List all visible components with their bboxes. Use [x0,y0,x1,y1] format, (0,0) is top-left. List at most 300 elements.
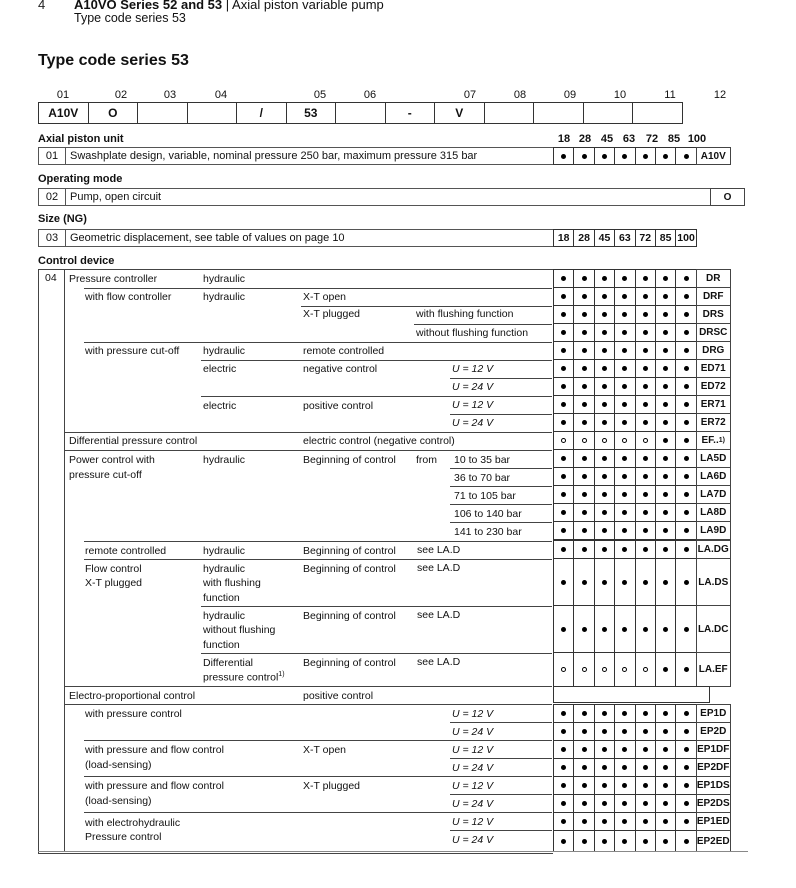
mark-cell [573,323,594,342]
available-dot-icon [561,294,566,299]
voltage-label: U = 24 V [452,798,494,810]
divider [450,722,552,723]
available-dot-icon [602,474,607,479]
available-dot-icon [643,294,648,299]
available-dot-icon [663,580,668,585]
mark-cell [675,449,696,468]
row-03 [38,229,554,247]
available-dot-icon [561,819,566,824]
empty-row [553,686,710,703]
available-dot-icon [561,492,566,497]
available-dot-icon [582,420,587,425]
mark-cell [594,431,615,450]
available-dot-icon [622,456,627,461]
available-dot-icon [622,366,627,371]
voltage-label: U = 24 V [452,834,494,846]
size-value: 45 [594,229,615,247]
available-dot-icon [684,783,689,788]
available-dot-icon [643,711,648,716]
mark-cell [655,704,676,723]
mark-cell [675,722,696,741]
mark-cell [594,652,615,687]
mark-cell [573,395,594,414]
available-dot-icon [602,384,607,389]
mark-cell [553,323,574,342]
on-request-circle-icon [622,667,627,672]
size-label: 45 [600,133,614,145]
available-dot-icon [684,801,689,806]
available-dot-icon [561,801,566,806]
available-dot-icon [663,294,668,299]
available-dot-icon [561,312,566,317]
mark-cell [655,605,676,653]
order-code: EP2ED [696,830,731,852]
mark-cell [675,521,696,540]
available-dot-icon [643,729,648,734]
available-dot-icon [663,330,668,335]
mark-cell [553,467,574,486]
mark-cell [635,758,656,777]
available-dot-icon [602,627,607,632]
mark-cell [614,449,635,468]
matrix-row [553,521,731,539]
pressure-range: 36 to 70 bar [454,472,511,484]
available-dot-icon [684,580,689,585]
matrix-row [553,287,731,305]
available-dot-icon [663,402,668,407]
row-02 [38,188,711,206]
label: X-T open [303,291,346,303]
divider [64,450,552,451]
available-dot-icon [643,366,648,371]
matrix-row [553,413,731,431]
mark-cell [635,830,656,852]
label: Flow control [85,563,142,575]
mark-cell [675,776,696,795]
mark-cell [594,605,615,653]
order-code: ER71 [696,395,731,414]
matrix-row [553,395,731,413]
type-code-cell [534,103,584,123]
available-dot-icon [663,348,668,353]
mark-cell [573,794,594,813]
available-dot-icon [582,801,587,806]
available-dot-icon [561,747,566,752]
mark-cell [553,377,574,396]
mark-cell [573,812,594,831]
mark-cell [635,652,656,687]
mark-cell [614,431,635,450]
available-dot-icon [663,312,668,317]
type-code-cell [336,103,386,123]
mark-cell [614,341,635,360]
mark-cell [594,485,615,504]
mark-cell [553,794,574,813]
available-dot-icon [663,711,668,716]
mark-cell [675,377,696,396]
available-dot-icon [561,330,566,335]
available-dot-icon [663,729,668,734]
available-dot-icon [622,747,627,752]
matrix-row [553,758,731,776]
label: function [203,592,240,604]
mark-cell [573,147,594,165]
available-dot-icon [561,627,566,632]
mark-cell [614,776,635,795]
label: see LA.D [417,609,461,621]
available-dot-icon [643,819,648,824]
doc-title-rest: | Axial piston variable pump [222,0,384,12]
matrix-row [553,776,731,794]
available-dot-icon [622,294,627,299]
type-code-cell: V [435,103,485,123]
label: hydraulic [203,273,246,285]
available-dot-icon [684,528,689,533]
mark-cell [614,413,635,432]
available-dot-icon [582,330,587,335]
available-dot-icon [561,783,566,788]
order-code: LA9D [696,521,731,540]
label: Electro-proportional control [69,690,196,702]
available-dot-icon [602,456,607,461]
available-dot-icon [684,711,689,716]
available-dot-icon [663,765,668,770]
available-dot-icon [643,801,648,806]
label: X-T plugged [85,577,143,589]
available-dot-icon [602,765,607,770]
voltage-label: U = 24 V [452,381,494,393]
available-dot-icon [663,801,668,806]
available-dot-icon [663,819,668,824]
label-text: pressure control [203,671,279,684]
mark-cell [573,652,594,687]
divider [450,794,552,795]
divider [450,468,552,469]
available-dot-icon [602,528,607,533]
mark-cell [594,305,615,324]
page-number: 4 [38,0,46,12]
mark-cell [675,359,696,378]
available-dot-icon [684,294,689,299]
pos-label: 03 [163,89,177,101]
mark-cell [655,147,676,165]
type-code-cell: / [237,103,287,123]
type-code-cell [138,103,188,123]
divider [450,758,552,759]
mark-cell [614,812,635,831]
mark-cell [655,794,676,813]
row-number: 02 [39,189,66,205]
divider [84,740,552,741]
divider [450,522,552,523]
footnote-marker: 1) [278,671,285,678]
label: remote controlled [303,345,385,357]
available-dot-icon [582,402,587,407]
available-dot-icon [684,330,689,335]
order-code: ED72 [696,377,731,396]
mark-cell [594,395,615,414]
mark-cell [553,540,574,559]
pos-label: 02 [114,89,128,101]
mark-cell [553,521,574,540]
mark-cell [675,794,696,813]
label: (load-sensing) [85,759,152,771]
size-value: 85 [655,229,676,247]
available-dot-icon [561,839,566,844]
available-dot-icon [684,547,689,552]
available-dot-icon [684,402,689,407]
order-code: EP1ED [696,812,731,831]
label [203,671,285,684]
mark-cell [553,341,574,360]
mark-cell [655,722,676,741]
available-dot-icon [622,729,627,734]
available-dot-icon [643,420,648,425]
label: pressure cut-off [69,469,142,481]
pos-label: 08 [513,89,527,101]
divider [64,432,552,433]
mark-cell [655,740,676,759]
order-code: EP1D [696,704,731,723]
mark-cell [553,485,574,504]
mark-cell [594,794,615,813]
pos-label: 11 [664,89,676,101]
mark-cell [655,341,676,360]
available-dot-icon [561,729,566,734]
mark-cell [614,503,635,522]
mark-cell [675,287,696,306]
voltage-label: U = 24 V [452,726,494,738]
available-dot-icon [602,801,607,806]
available-dot-icon [602,547,607,552]
mark-cell [573,722,594,741]
divider [84,288,552,289]
pressure-range: 106 to 140 bar [454,508,522,520]
mark-cell [573,341,594,360]
pos-label: 09 [563,89,577,101]
pos-label: 06 [363,89,377,101]
available-dot-icon [582,819,587,824]
matrix-row [553,341,731,359]
matrix-row [553,652,731,686]
mark-cell [573,776,594,795]
available-dot-icon [622,839,627,844]
available-dot-icon [643,330,648,335]
row-text: Geometric displacement, see table of values on page 10 [70,232,345,244]
available-dot-icon [684,474,689,479]
mark-cell [655,503,676,522]
order-code: DRF [696,287,731,306]
matrix-row [553,269,731,287]
available-dot-icon [582,528,587,533]
available-dot-icon [643,528,648,533]
available-dot-icon [622,801,627,806]
matrix-row [553,377,731,395]
label: X-T plugged [303,780,361,792]
label: see LA.D [417,656,461,668]
mark-cell [553,359,574,378]
mark-cell [635,305,656,324]
mark-cell [594,776,615,795]
available-dot-icon [602,839,607,844]
type-code-cell [633,103,683,123]
on-request-circle-icon [582,667,587,672]
order-code: ER72 [696,413,731,432]
mark-cell [553,652,574,687]
mark-cell [675,341,696,360]
available-dot-icon [622,276,627,281]
label: remote controlled [85,545,167,557]
available-dot-icon [622,384,627,389]
mark-cell [553,558,574,606]
available-dot-icon [684,765,689,770]
available-dot-icon [561,348,566,353]
mark-cell [594,413,615,432]
section-title-operating: Operating mode [38,173,123,185]
mark-cell [675,485,696,504]
mark-cell [635,540,656,559]
available-dot-icon [582,294,587,299]
order-code: DR [696,269,731,288]
type-code-cell [188,103,238,123]
label: negative control [303,363,378,375]
mark-cell [594,341,615,360]
available-dot-icon [582,729,587,734]
mark-cell [573,605,594,653]
label: hydraulic [203,345,246,357]
available-dot-icon [561,765,566,770]
size-label: 63 [622,133,636,145]
label: X-T plugged [303,308,361,320]
label: without flushing [203,624,276,636]
mark-cell [553,413,574,432]
size-label: 72 [645,133,659,145]
mark-cell [573,540,594,559]
mark-cell [553,449,574,468]
order-code: EP1DS [696,776,731,795]
on-request-circle-icon [622,438,627,443]
mark-cell [675,467,696,486]
available-dot-icon [582,474,587,479]
document-subtitle: Type code series 53 [74,11,186,25]
mark-cell [655,431,676,450]
mark-cell [655,269,676,288]
divider [64,269,65,852]
size-label: 18 [557,133,571,145]
size-value: 28 [573,229,594,247]
available-dot-icon [622,627,627,632]
mark-cell [553,722,574,741]
mark-cell [655,540,676,559]
divider [414,324,552,325]
label: X-T open [303,744,346,756]
mark-cell [594,521,615,540]
matrix-row [553,305,731,323]
available-dot-icon [663,547,668,552]
label: electric [203,400,237,412]
available-dot-icon [582,456,587,461]
mark-cell [553,305,574,324]
divider [450,830,552,831]
type-code-cell: - [386,103,436,123]
mark-cell [675,323,696,342]
mark-cell [553,287,574,306]
available-dot-icon [561,580,566,585]
mark-cell [655,776,676,795]
mark-cell [614,740,635,759]
available-dot-icon [582,839,587,844]
mark-cell [635,740,656,759]
order-code: LA6D [696,467,731,486]
mark-cell [573,431,594,450]
available-dot-icon [602,580,607,585]
mark-cell [655,395,676,414]
available-dot-icon [622,402,627,407]
available-dot-icon [684,438,689,443]
available-dot-icon [663,747,668,752]
available-dot-icon [582,547,587,552]
mark-cell [635,558,656,606]
voltage-label: U = 12 V [452,708,494,720]
available-dot-icon [663,456,668,461]
matrix-row [553,449,731,467]
mark-cell [553,395,574,414]
available-dot-icon [643,765,648,770]
label: electric [203,363,237,375]
size-label: 100 [687,133,707,145]
available-dot-icon [582,384,587,389]
available-dot-icon [582,276,587,281]
label: see LA.D [417,544,461,556]
available-dot-icon [622,312,627,317]
mark-cell [655,377,676,396]
mark-cell [675,413,696,432]
mark-cell [573,377,594,396]
mark-cell [594,740,615,759]
mark-cell [675,431,696,450]
matrix-row [553,740,731,758]
available-dot-icon [643,456,648,461]
matrix-row [553,812,731,830]
available-dot-icon [684,348,689,353]
mark-cell [573,704,594,723]
on-request-circle-icon [643,667,648,672]
label: Differential [203,657,253,669]
available-dot-icon [622,420,627,425]
order-code: EP2DS [696,794,731,813]
mark-cell [635,449,656,468]
mark-cell [594,323,615,342]
available-dot-icon [663,366,668,371]
available-dot-icon [663,474,668,479]
mark-cell [594,704,615,723]
label: with pressure and flow control [85,744,224,756]
available-dot-icon [663,510,668,515]
mark-cell [573,485,594,504]
voltage-label: U = 24 V [452,417,494,429]
available-dot-icon [663,528,668,533]
mark-cell [675,558,696,606]
label: function [203,639,240,651]
available-dot-icon [684,627,689,632]
type-code-cell: 53 [287,103,337,123]
mark-cell [594,147,615,165]
matrix-row [553,540,731,558]
available-dot-icon [622,819,627,824]
row-01 [38,147,554,165]
available-dot-icon [582,492,587,497]
page-title: Type code series 53 [38,52,189,69]
